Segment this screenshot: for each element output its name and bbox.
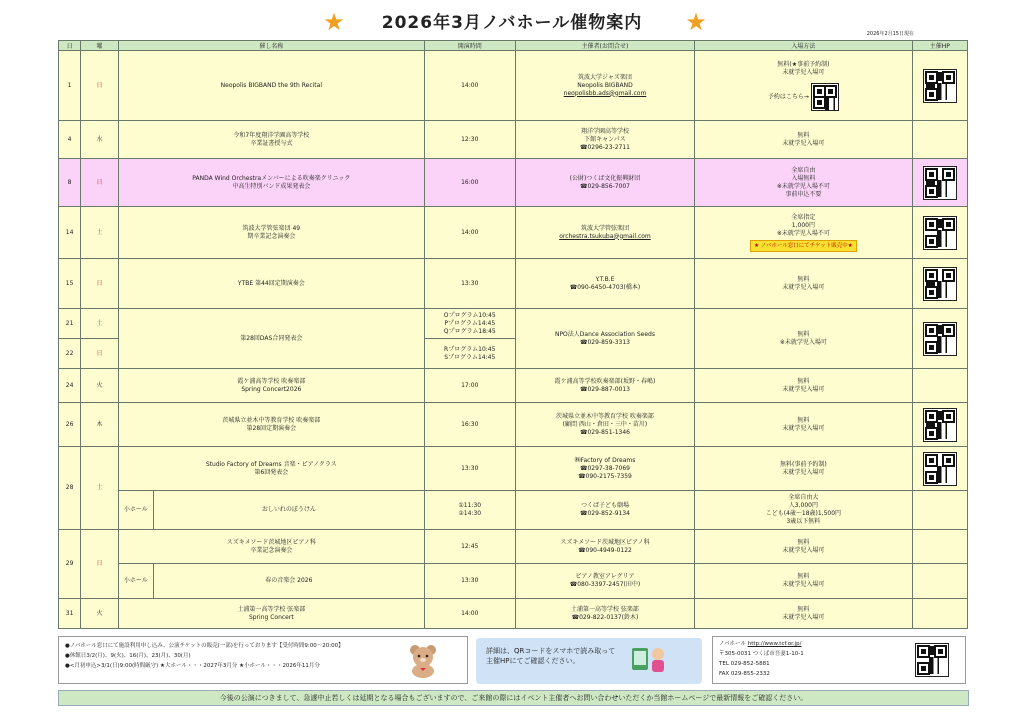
cell-hp [912, 564, 967, 599]
admission-line: 無料 [797, 377, 810, 385]
qr-code-icon[interactable] [923, 267, 957, 301]
admission-line: 無料 [797, 131, 810, 139]
cell-dow: 日 [81, 159, 119, 207]
admission-line: 入場無料 [791, 174, 816, 182]
cell-time: 14:00 [424, 51, 515, 121]
organizer-line: NPO法人Dance Association Seeds [554, 330, 655, 338]
cell-day: 4 [59, 121, 81, 159]
cell-admission [695, 259, 912, 309]
smartphone-reader-icon [630, 644, 668, 672]
cell-organizer [515, 599, 695, 629]
cell-organizer [515, 447, 695, 491]
bottom-notice: 今後の公演につきまして、急遽中止若しくは延期となる場合もございますので、ご来館の際にはイベント主催者へお問い合わせいただくか当館ホームページで最新情報をご確認ください。 [58, 690, 969, 706]
admission-line: 未就学児入場可 [782, 385, 825, 393]
sub-event-name: おしいれのぼうけん [261, 506, 316, 513]
cell-dow: 土 [81, 447, 119, 530]
cell-organizer [515, 403, 695, 447]
admission-line: 無料 [797, 538, 810, 546]
admission-line: ※未就学児入場不可 [776, 229, 830, 237]
note-line: ●休館日3/2(月)、9(火)、16(月)、23(月)、30(月) [65, 653, 191, 659]
star-icon: ★ [685, 8, 707, 36]
cell-hp [912, 530, 967, 564]
contact-box [712, 636, 966, 684]
table-row [59, 159, 968, 207]
event-line: 第6回発表会 [254, 468, 289, 476]
qr-code-icon[interactable] [923, 322, 957, 356]
organizer-phone: ☎0296-23-2711 [579, 143, 630, 151]
admission-line: ※未就学児入場可 [779, 338, 827, 346]
cell-event [118, 564, 424, 599]
event-line: Spring Concert [248, 613, 294, 621]
admission-line: 人3,000円 [788, 502, 818, 509]
admission-line: 未就学児入場可 [782, 613, 825, 621]
event-line: 中高生特別バンド成果発表会 [232, 182, 311, 190]
cell-organizer [515, 564, 695, 599]
sub-hall-label: 小ホール [119, 564, 154, 598]
cell-day: 22 [59, 339, 81, 369]
table-row [59, 309, 968, 339]
organizer-line: (公財)つくば文化振興財団 [569, 174, 641, 182]
note-line: ●ノバホール窓口にて施設利用申し込み、公演チケットの販売(一部)を行っております【受付時間9:00～20:00】 [65, 643, 344, 649]
cell-event [118, 599, 424, 629]
cell-organizer [515, 259, 695, 309]
cell-day: 28 [59, 447, 81, 530]
organizer-line: 霞ケ浦高等学校吹奏楽部(坂野・春嶋) [554, 377, 656, 385]
reserve-qr-code[interactable] [811, 83, 839, 111]
qr-code-icon[interactable] [923, 452, 957, 486]
time-line: Oプログラム10:45 [443, 311, 496, 319]
organizer-line: Neopolis BIGBAND [577, 81, 633, 89]
cell-admission [695, 159, 912, 207]
organizer-line: 茨城県立並木中等教育学校 吹奏楽部 [556, 412, 654, 420]
organizer-phone: ☎029-887-0013 [579, 385, 630, 393]
cell-time: 16:00 [424, 159, 515, 207]
organizer-phone: ☎090-6450-4703(橋本) [569, 283, 641, 291]
table-row [59, 121, 968, 159]
cell-hp [912, 491, 967, 530]
event-line: 茨城県立並木中等教育学校 吹奏楽部 [222, 416, 321, 424]
table-row [59, 51, 968, 121]
cell-day: 8 [59, 159, 81, 207]
cell-admission [695, 599, 912, 629]
time-line: Qプログラム18:45 [443, 327, 496, 335]
cell-admission [695, 121, 912, 159]
event-line: 筑波大学管弦楽団 49 [242, 224, 301, 232]
cell-event: Neopolis BIGBAND the 9th Recital [118, 51, 424, 121]
time-line: Rプログラム10:45 [444, 345, 496, 353]
cell-hp [912, 207, 967, 259]
cell-time [424, 339, 515, 369]
qr-code-icon[interactable] [923, 216, 957, 250]
sub-event-name: 春の音楽会 2026 [265, 577, 313, 584]
event-line: スズキメソード茨城地区ピアノ科 [226, 538, 316, 546]
cell-time: 16:30 [424, 403, 515, 447]
website-qr-code-icon[interactable] [915, 643, 949, 677]
website-link[interactable]: http://www.tcf.or.jp/ [747, 641, 802, 647]
table-row [59, 403, 968, 447]
organizer-phone: ☎029-859-3313 [579, 338, 630, 346]
admission-line: 未就学児入場可 [782, 283, 825, 291]
cell-day: 29 [59, 530, 81, 599]
cell-dow: 火 [81, 369, 119, 403]
organizer-line: (顧問 西山・倉田・三中・苗川) [562, 420, 648, 428]
cell-hp [912, 447, 967, 491]
cell-admission [695, 207, 912, 259]
cell-admission [695, 530, 912, 564]
table-row [59, 207, 968, 259]
contact-tel: TEL 029-852-5881 [719, 661, 770, 667]
cell-organizer [515, 121, 695, 159]
admission-line: ※未就学児入場不可 [776, 182, 830, 190]
contact-name: ノバホール [719, 641, 746, 647]
organizer-line: ㈱Factory of Dreams [574, 456, 636, 464]
admission-line: 未就学児入場可 [782, 468, 825, 476]
note-line: ●<月初申込>3/1(日)9:00(時間厳守) ★大ホール・・・2027年3月分 ★小ホール・・・2026年11月分 [65, 663, 320, 669]
cell-event [118, 530, 424, 564]
organizer-phone: ☎090-4949-0122 [578, 546, 632, 554]
cell-day: 31 [59, 599, 81, 629]
event-line: 卒業記念演奏会 [250, 546, 293, 554]
organizer-line: 筑波大学管弦楽団 [580, 224, 629, 232]
cell-dow: 日 [81, 339, 119, 369]
contact-address: 〒305-0031 つくば市吾妻1-10-1 [719, 651, 804, 657]
cell-organizer [515, 207, 695, 259]
qr-code-icon[interactable] [923, 166, 957, 200]
cell-hp [912, 309, 967, 369]
organizer-line: スズキメソード茨城地区ピアノ科 [560, 538, 650, 546]
cell-event [118, 491, 424, 530]
contact-fax: FAX 029-855-2332 [719, 671, 770, 677]
cell-event: 第28回DAS合同発表会 [118, 309, 424, 369]
organizer-line: つくば子ども劇場 [580, 502, 629, 509]
cell-dow: 日 [81, 259, 119, 309]
cell-hp [912, 121, 967, 159]
cell-hp [912, 369, 967, 403]
qr-code-icon[interactable] [923, 408, 957, 442]
cell-hp [912, 159, 967, 207]
table-row [59, 491, 968, 530]
organizer-phone: ☎029-856-7007 [579, 182, 630, 190]
cell-time: 13:30 [424, 447, 515, 491]
cell-day: 26 [59, 403, 81, 447]
schedule-table [58, 40, 968, 629]
header-event: 催し名称 [118, 41, 424, 51]
admission-line: 全席指定 [791, 213, 816, 221]
table-row [59, 530, 968, 564]
event-line: 第28回定期演奏会 [246, 424, 297, 432]
header-organizer: 主催者(お問合せ) [515, 41, 695, 51]
cell-event [118, 121, 424, 159]
header-day: 日 [59, 41, 81, 51]
time-line: Sプログラム14:45 [444, 353, 496, 361]
cell-time [424, 491, 515, 530]
cell-organizer [515, 530, 695, 564]
organizer-email-link[interactable]: orchestra.tsukuba@gmail.com [559, 232, 651, 240]
cell-admission [695, 309, 912, 369]
cell-admission [695, 564, 912, 599]
cell-event [118, 159, 424, 207]
admission-line: 無料 [797, 275, 810, 283]
cell-time: 14:00 [424, 207, 515, 259]
cell-time: 12:30 [424, 121, 515, 159]
admission-line: 3歳以下無料 [786, 518, 821, 525]
admission-line: 1,000円 [791, 221, 815, 229]
star-icon: ★ [323, 8, 345, 36]
admission-line: 未就学児入場可 [782, 546, 825, 554]
reserve-label: 予約はこちら→ [767, 93, 809, 100]
organizer-phone: ☎029-822-0137(鈴木) [571, 613, 639, 621]
cell-organizer [515, 51, 695, 121]
organizer-line: 翔洋学園高等学校 [580, 127, 629, 135]
admission-line: 未就学児入場可 [782, 581, 825, 588]
admission-line: 全席自由 [791, 166, 816, 174]
header-hp: 主催HP [912, 41, 967, 51]
cell-dow: 日 [81, 530, 119, 599]
info-box [476, 638, 702, 684]
organizer-phone: ☎029-851-1346 [579, 428, 630, 436]
header-dow: 曜 [81, 41, 119, 51]
organizer-line: 筑波大学ジャズ楽団 [578, 73, 632, 81]
cell-dow: 土 [81, 309, 119, 339]
cell-day: 21 [59, 309, 81, 339]
page-title: 2026年3月ノバホール催物案内 [381, 13, 643, 33]
cell-admission [695, 447, 912, 491]
admission-line: 未就学児入場可 [782, 424, 825, 432]
cell-day: 15 [59, 259, 81, 309]
cell-admission [695, 51, 912, 121]
event-line: 期卒業記念演奏会 [247, 232, 296, 240]
organizer-line: 土浦第一高等学校 弦楽部 [571, 605, 639, 613]
cell-time: 13:30 [424, 564, 515, 599]
admission-line: 無料(★事前予約制) [777, 60, 830, 68]
admission-line: 未就学児入場可 [782, 68, 825, 76]
cell-event: YTBE 第44回定期演奏会 [118, 259, 424, 309]
table-header [59, 41, 968, 51]
cell-organizer [515, 369, 695, 403]
cell-organizer [515, 491, 695, 530]
cell-dow: 日 [81, 51, 119, 121]
as-of-date: 2026年2月15日現在 [866, 31, 914, 37]
cell-hp [912, 259, 967, 309]
event-line: 土浦第一高等学校 弦楽部 [237, 605, 306, 613]
admission-line: 無料 [797, 330, 810, 338]
organizer-email-link[interactable]: neopolisbb.ads@gmail.com [563, 89, 647, 97]
cell-event [118, 369, 424, 403]
admission-line: 未就学児入場可 [782, 139, 825, 147]
organizer-phone: ☎090-2175-7359 [578, 472, 632, 480]
organizer-line: ピアノ教室アレグリア [575, 573, 635, 580]
cell-dow: 火 [81, 599, 119, 629]
admission-line: 無料 [797, 605, 810, 613]
cell-hp [912, 599, 967, 629]
cell-event [118, 403, 424, 447]
table-row [59, 599, 968, 629]
footer-notes [58, 636, 468, 684]
info-line: 詳細は、QRコードをスマホで読み取って [486, 647, 616, 655]
organizer-phone: ☎0297-38-7069 [579, 464, 630, 472]
admission-line: 全席自由大 [788, 494, 819, 501]
bear-mascot-icon [408, 644, 438, 678]
cell-dow: 木 [81, 403, 119, 447]
cell-admission [695, 369, 912, 403]
cell-dow: 土 [81, 207, 119, 259]
table-row [59, 259, 968, 309]
table-row [59, 447, 968, 491]
organizer-phone: ☎080-3397-2457(田中) [569, 581, 641, 588]
info-line: 主催HPにてご確認ください。 [486, 657, 580, 665]
admission-line: 無料(事前予約制) [780, 460, 827, 468]
event-line: Spring Concert2026 [241, 385, 302, 393]
qr-code-icon[interactable] [923, 69, 957, 103]
organizer-phone: ☎029-852-9134 [579, 510, 630, 517]
table-row [59, 564, 968, 599]
ticket-sale-badge: ★ ノバホール窓口にてチケット販売中★ [750, 240, 857, 252]
organizer-line: 下館キャンパス [584, 135, 626, 143]
event-line: 令和7年度翔洋学園高等学校 [233, 131, 310, 139]
time-line: Pプログラム14:45 [444, 319, 496, 327]
header-time: 開演時間 [424, 41, 515, 51]
cell-hp [912, 51, 967, 121]
event-line: 卒業証書授与式 [250, 139, 293, 147]
time-line: ②14:30 [458, 510, 482, 517]
cell-day: 24 [59, 369, 81, 403]
cell-dow: 水 [81, 121, 119, 159]
admission-line: 無料 [797, 573, 810, 580]
sub-hall-label: 小ホール [119, 491, 154, 529]
cell-admission [695, 491, 912, 530]
organizer-line: Y.T.B.E [595, 275, 615, 283]
table-row [59, 369, 968, 403]
header-admission: 入場方法 [695, 41, 912, 51]
admission-line: 事前申込不要 [785, 190, 822, 198]
cell-day: 1 [59, 51, 81, 121]
cell-organizer [515, 309, 695, 369]
event-line: Studio Factory of Dreams 音楽・ピアノクラス [205, 460, 337, 468]
cell-time: 13:30 [424, 259, 515, 309]
cell-time: 14:00 [424, 599, 515, 629]
cell-event [118, 447, 424, 491]
cell-hp [912, 403, 967, 447]
event-line: PANDA Wind Orchestraメンバーによる吹奏楽クリニック [192, 174, 351, 182]
cell-time [424, 309, 515, 339]
admission-line: 無料 [797, 416, 810, 424]
cell-admission [695, 403, 912, 447]
time-line: ①11:30 [458, 502, 482, 509]
cell-time: 17:00 [424, 369, 515, 403]
cell-time: 12:45 [424, 530, 515, 564]
cell-event [118, 207, 424, 259]
admission-line: こども(4歳～18歳)1,500円 [765, 510, 842, 517]
cell-day: 14 [59, 207, 81, 259]
event-line: 霞ケ浦高等学校 吹奏楽部 [237, 377, 306, 385]
cell-organizer [515, 159, 695, 207]
